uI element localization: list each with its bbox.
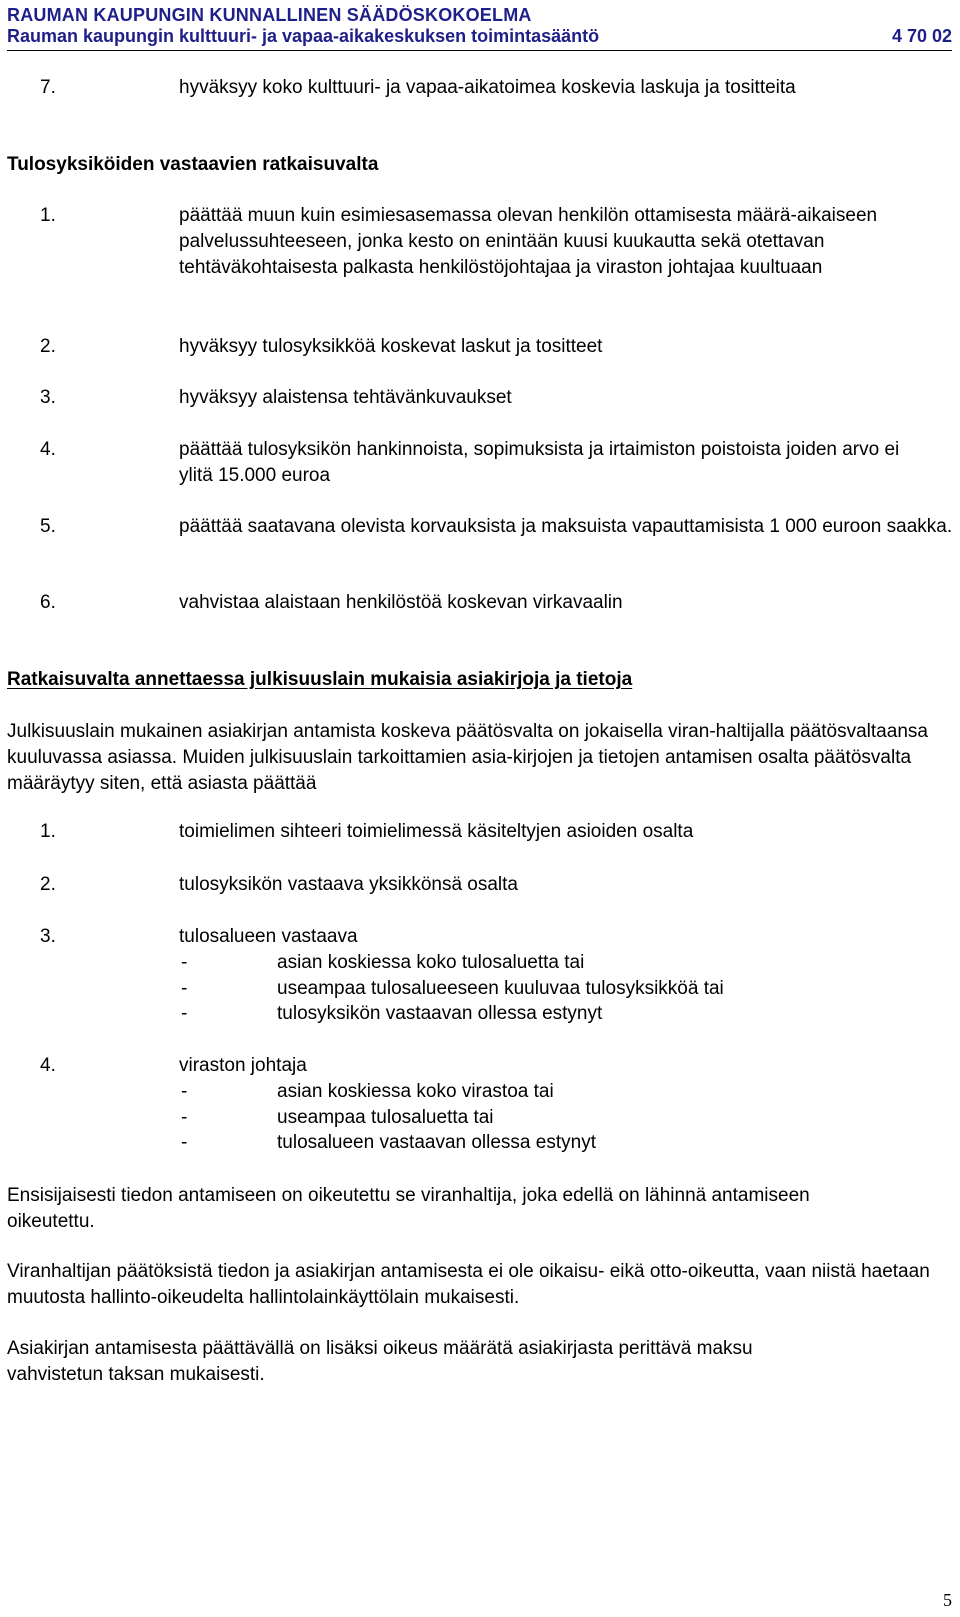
item-text: tulosalueen vastaava <box>179 926 358 947</box>
item-text: viraston johtaja <box>179 1055 307 1076</box>
item-text: hyväksyy tulosyksikköä koskevat laskut ja tositteet <box>179 336 603 357</box>
item-number: 4. <box>40 1055 56 1076</box>
item-number: 3. <box>40 387 56 408</box>
item-number: 5. <box>40 516 56 537</box>
item-number: 1. <box>40 205 56 226</box>
item-text: päättää muun kuin esimiesasemassa olevan henkilön ottamisesta määrä-aikaiseen palvelussuhteeseen, jonka kesto on enintään kuusi kuukautta sekä otettavan tehtäväkohtaisesta palkasta henkilöstöjohtajaa ja viraston johtajaa kuultuaan <box>179 205 878 278</box>
intro-paragraph: Julkisuuslain mukainen asiakirjan antamista koskeva päätösvalta on jokaisella viran-haltijalla päätösvaltaansa kuuluvassa asiassa. Muiden julkisuuslain tarkoittamien asia-kirjojen ja tietojen antamisen osalta päätösvalta määräytyy siten, että asiasta päättää <box>7 721 928 794</box>
item-text: hyväksyy alaistensa tehtävänkuvaukset <box>179 387 512 408</box>
regulation-name: Rauman kaupungin kulttuuri- ja vapaa-aikakeskuksen toimintasääntö <box>7 26 600 46</box>
document-collection-title: RAUMAN KAUPUNGIN KUNNALLINEN SÄÄDÖSKOKOELMA <box>7 5 532 25</box>
sub-item-text: asian koskiessa koko virastoa tai <box>277 1081 554 1102</box>
document-code: 4 70 02 <box>891 26 952 46</box>
sub-item-text: tulosyksikön vastaavan ollessa estynyt <box>277 1003 603 1024</box>
item-text: hyväksyy koko kulttuuri- ja vapaa-aikatoimea koskevia laskuja ja tositteita <box>179 77 796 98</box>
item-text: toimielimen sihteeri toimielimessä käsiteltyjen asioiden osalta <box>179 821 694 842</box>
item-number: 6. <box>40 592 56 613</box>
item-number: 2. <box>40 874 56 895</box>
document-subtitle <box>7 26 952 47</box>
sub-item-text: asian koskiessa koko tulosaluetta tai <box>277 952 585 973</box>
section-heading: Tulosyksiköiden vastaavien ratkaisuvalta <box>7 154 379 175</box>
paragraph: Viranhaltijan päätöksistä tiedon ja asiakirjan antamisesta ei ole oikaisu- eikä otto-oikeutta, vaan niistä haetaan muutosta hallinto-oikeudelta hallintolainkäyttölain mukaisesti. <box>7 1261 930 1308</box>
dash-marker: - <box>181 1132 188 1153</box>
dash-marker: - <box>181 978 188 999</box>
dash-marker: - <box>181 1003 188 1024</box>
item-number: 3. <box>40 926 56 947</box>
page-number: 5 <box>943 1590 952 1610</box>
paragraph: Ensisijaisesti tiedon antamiseen on oikeutettu se viranhaltija, joka edellä on lähinnä antamiseen oikeutettu. <box>7 1185 810 1232</box>
sub-item-text: tulosalueen vastaavan ollessa estynyt <box>277 1132 596 1153</box>
item-number: 1. <box>40 821 56 842</box>
item-text: päättää tulosyksikön hankinnoista, sopimuksista ja irtaimiston poistoista joiden arvo ei ylitä 15.000 euroa <box>179 439 900 486</box>
dash-marker: - <box>181 1107 188 1128</box>
sub-item-text: useampaa tulosaluetta tai <box>277 1107 494 1128</box>
item-text: vahvistaa alaistaan henkilöstöä koskevan virkavaalin <box>179 592 623 613</box>
dash-marker: - <box>181 952 188 973</box>
section-heading: Ratkaisuvalta annettaessa julkisuuslain mukaisia asiakirjoja ja tietoja <box>7 669 633 690</box>
item-text: päättää saatavana olevista korvauksista ja maksuista vapauttamisista 1 000 euroon saakka. <box>179 516 953 537</box>
item-text: tulosyksikön vastaava yksikkönsä osalta <box>179 874 518 895</box>
dash-marker: - <box>181 1081 188 1102</box>
item-number: 4. <box>40 439 56 460</box>
item-number: 7. <box>40 77 56 98</box>
item-number: 2. <box>40 336 56 357</box>
paragraph: Asiakirjan antamisesta päättävällä on lisäksi oikeus määrätä asiakirjasta perittävä maksu vahvistetun taksan mukaisesti. <box>7 1338 753 1385</box>
header-divider <box>7 50 952 51</box>
sub-item-text: useampaa tulosalueeseen kuuluvaa tulosyksikköä tai <box>277 978 724 999</box>
